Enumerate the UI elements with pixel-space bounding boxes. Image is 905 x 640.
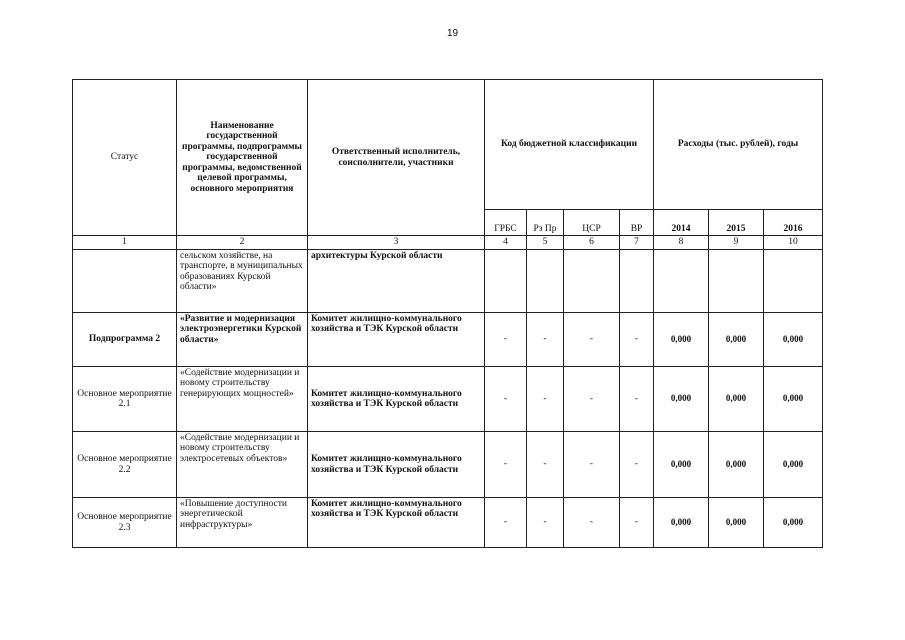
- header-year-2015: 2015: [709, 210, 764, 236]
- row-status: Подпрограмма 2: [73, 313, 177, 367]
- table-row: [73, 498, 823, 548]
- column-number-row: [73, 236, 823, 250]
- row-executor: архитектуры Курской области: [308, 250, 485, 313]
- header-budget-code: Код бюджетной классификации: [485, 80, 654, 210]
- row-status: [73, 250, 177, 313]
- row-status: Основное мероприятие 2.3: [73, 498, 177, 548]
- header-csr: ЦСР: [564, 210, 620, 236]
- header-expenses: Расходы (тыс. рублей), годы: [654, 80, 823, 210]
- cell-2015: 0,000: [709, 498, 764, 548]
- column-number: 3: [308, 236, 485, 250]
- column-number: 9: [709, 236, 764, 250]
- cell-rzpr: -: [527, 498, 564, 548]
- cell-rzpr: -: [527, 313, 564, 367]
- row-name: «Развитие и модернизация электроэнергетики Курской области»: [177, 313, 308, 367]
- cell-csr: -: [564, 498, 620, 548]
- cell-vr: -: [620, 367, 654, 432]
- row-name: «Содействие модернизации и новому строительству генерирующих мощностей»: [177, 367, 308, 432]
- cell-vr: -: [620, 498, 654, 548]
- header-year-2016: 2016: [764, 210, 823, 236]
- row-executor: Комитет жилищно-коммунального хозяйства и ТЭК Курской области: [308, 313, 485, 367]
- continuation-row: [73, 250, 823, 313]
- column-number: 8: [654, 236, 709, 250]
- cell-2015: 0,000: [709, 367, 764, 432]
- column-number: 4: [485, 236, 527, 250]
- cell-2016: 0,000: [764, 313, 823, 367]
- table-row: [73, 367, 823, 432]
- cell-2014: 0,000: [654, 313, 709, 367]
- row-name: «Содействие модернизации и новому строительству электросетевых объектов»: [177, 432, 308, 498]
- cell-2014: 0,000: [654, 432, 709, 498]
- cell-2016: 0,000: [764, 432, 823, 498]
- cell-2016: 0,000: [764, 498, 823, 548]
- row-executor: Комитет жилищно-коммунального хозяйства и ТЭК Курской области: [308, 367, 485, 432]
- cell-rzpr: -: [527, 367, 564, 432]
- cell-grbs: -: [485, 367, 527, 432]
- row-name: сельском хозяйстве, на транспорте, в муниципальных образованиях Курской области»: [177, 250, 308, 313]
- header-rzpr: Рз Пр: [527, 210, 564, 236]
- row-executor: Комитет жилищно-коммунального хозяйства и ТЭК Курской области: [308, 432, 485, 498]
- cell-2015: 0,000: [709, 313, 764, 367]
- header-grbs: ГРБС: [485, 210, 527, 236]
- cell-csr: -: [564, 432, 620, 498]
- budget-table: [72, 79, 823, 548]
- cell-vr: -: [620, 313, 654, 367]
- header-year-2014: 2014: [654, 210, 709, 236]
- cell-2014: 0,000: [654, 498, 709, 548]
- column-number: 1: [73, 236, 177, 250]
- table-row: [73, 313, 823, 367]
- column-number: 10: [764, 236, 823, 250]
- column-number: 5: [527, 236, 564, 250]
- header-status: Статус: [73, 80, 177, 236]
- cell-2016: 0,000: [764, 367, 823, 432]
- cell-csr: -: [564, 313, 620, 367]
- header-name: Наименование государственной программы, подпрограммы государственной программы, ведомственной целевой программы, основного мероприятия: [177, 80, 308, 236]
- row-status: Основное мероприятие 2.1: [73, 367, 177, 432]
- row-executor: Комитет жилищно-коммунального хозяйства и ТЭК Курской области: [308, 498, 485, 548]
- column-number: 7: [620, 236, 654, 250]
- cell-grbs: -: [485, 498, 527, 548]
- column-number: 6: [564, 236, 620, 250]
- cell-2015: 0,000: [709, 432, 764, 498]
- cell-rzpr: -: [527, 432, 564, 498]
- cell-vr: -: [620, 432, 654, 498]
- row-status: Основное мероприятие 2.2: [73, 432, 177, 498]
- cell-2014: 0,000: [654, 367, 709, 432]
- cell-grbs: -: [485, 432, 527, 498]
- header-executor: Ответственный исполнитель, соисполнители, участники: [308, 80, 485, 236]
- page-number: 19: [446, 28, 459, 39]
- cell-grbs: -: [485, 313, 527, 367]
- column-number: 2: [177, 236, 308, 250]
- cell-csr: -: [564, 367, 620, 432]
- row-name: «Повышение доступности энергетической инфраструктуры»: [177, 498, 308, 548]
- table-row: [73, 432, 823, 498]
- header-vr: ВР: [620, 210, 654, 236]
